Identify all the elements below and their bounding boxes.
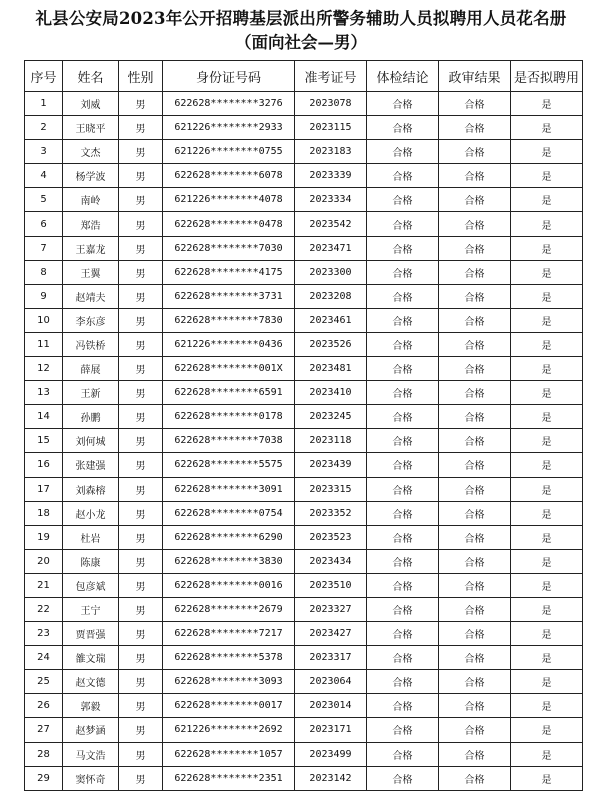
cell-name: 雒文瑞 [63, 646, 119, 670]
cell-hire-status: 是 [511, 381, 583, 405]
cell-seq: 28 [25, 742, 63, 766]
cell-hire-status: 是 [511, 453, 583, 477]
cell-political-result: 合格 [439, 670, 511, 694]
cell-name: 王嘉龙 [63, 236, 119, 260]
cell-exam-number: 2023171 [295, 718, 367, 742]
cell-seq: 21 [25, 573, 63, 597]
cell-id-number: 622628********0016 [163, 573, 295, 597]
cell-political-result: 合格 [439, 140, 511, 164]
cell-id-number: 622628********2679 [163, 597, 295, 621]
cell-hire-status: 是 [511, 308, 583, 332]
cell-seq: 24 [25, 646, 63, 670]
cell-gender: 男 [119, 501, 163, 525]
table-row [25, 622, 583, 646]
cell-political-result: 合格 [439, 453, 511, 477]
cell-seq: 10 [25, 308, 63, 332]
table-row [25, 429, 583, 453]
table-row [25, 670, 583, 694]
cell-medical-result: 合格 [367, 164, 439, 188]
cell-political-result: 合格 [439, 188, 511, 212]
cell-medical-result: 合格 [367, 236, 439, 260]
cell-id-number: 621226********0755 [163, 140, 295, 164]
cell-exam-number: 2023542 [295, 212, 367, 236]
cell-name: 赵文德 [63, 670, 119, 694]
cell-gender: 男 [119, 670, 163, 694]
cell-exam-number: 2023300 [295, 260, 367, 284]
cell-medical-result: 合格 [367, 188, 439, 212]
cell-medical-result: 合格 [367, 260, 439, 284]
cell-name: 王晓平 [63, 116, 119, 140]
cell-gender: 男 [119, 453, 163, 477]
cell-gender: 男 [119, 92, 163, 116]
cell-medical-result: 合格 [367, 477, 439, 501]
cell-political-result: 合格 [439, 429, 511, 453]
cell-exam-number: 2023327 [295, 597, 367, 621]
cell-seq: 5 [25, 188, 63, 212]
cell-id-number: 622628********6290 [163, 525, 295, 549]
cell-gender: 男 [119, 718, 163, 742]
cell-id-number: 622628********3276 [163, 92, 295, 116]
cell-exam-number: 2023339 [295, 164, 367, 188]
cell-exam-number: 2023434 [295, 549, 367, 573]
table-row [25, 718, 583, 742]
cell-gender: 男 [119, 212, 163, 236]
cell-gender: 男 [119, 405, 163, 429]
cell-medical-result: 合格 [367, 694, 439, 718]
table-body [25, 92, 583, 791]
cell-seq: 23 [25, 622, 63, 646]
cell-gender: 男 [119, 308, 163, 332]
table-row [25, 357, 583, 381]
cell-medical-result: 合格 [367, 525, 439, 549]
cell-medical-result: 合格 [367, 357, 439, 381]
header-gender: 性别 [119, 61, 163, 92]
cell-political-result: 合格 [439, 405, 511, 429]
cell-id-number: 622628********5575 [163, 453, 295, 477]
cell-id-number: 621226********0436 [163, 332, 295, 356]
cell-name: 包彦斌 [63, 573, 119, 597]
cell-medical-result: 合格 [367, 670, 439, 694]
cell-hire-status: 是 [511, 164, 583, 188]
cell-political-result: 合格 [439, 501, 511, 525]
cell-name: 文杰 [63, 140, 119, 164]
cell-id-number: 622628********2351 [163, 766, 295, 790]
cell-hire-status: 是 [511, 260, 583, 284]
cell-id-number: 622628********4175 [163, 260, 295, 284]
cell-gender: 男 [119, 260, 163, 284]
cell-id-number: 622628********0754 [163, 501, 295, 525]
table-row [25, 188, 583, 212]
cell-political-result: 合格 [439, 357, 511, 381]
cell-medical-result: 合格 [367, 622, 439, 646]
cell-political-result: 合格 [439, 622, 511, 646]
cell-seq: 15 [25, 429, 63, 453]
cell-political-result: 合格 [439, 766, 511, 790]
cell-exam-number: 2023245 [295, 405, 367, 429]
table-row [25, 92, 583, 116]
cell-exam-number: 2023118 [295, 429, 367, 453]
cell-medical-result: 合格 [367, 501, 439, 525]
cell-exam-number: 2023526 [295, 332, 367, 356]
table-row [25, 260, 583, 284]
cell-name: 李东彦 [63, 308, 119, 332]
cell-gender: 男 [119, 140, 163, 164]
cell-gender: 男 [119, 549, 163, 573]
cell-hire-status: 是 [511, 92, 583, 116]
cell-id-number: 622628********5378 [163, 646, 295, 670]
cell-medical-result: 合格 [367, 92, 439, 116]
cell-exam-number: 2023461 [295, 308, 367, 332]
cell-name: 孙鹏 [63, 405, 119, 429]
cell-id-number: 622628********6591 [163, 381, 295, 405]
cell-seq: 13 [25, 381, 63, 405]
table-row [25, 501, 583, 525]
cell-political-result: 合格 [439, 477, 511, 501]
cell-id-number: 622628********6078 [163, 164, 295, 188]
cell-name: 薛展 [63, 357, 119, 381]
cell-political-result: 合格 [439, 92, 511, 116]
cell-political-result: 合格 [439, 742, 511, 766]
cell-hire-status: 是 [511, 284, 583, 308]
cell-seq: 27 [25, 718, 63, 742]
cell-hire-status: 是 [511, 622, 583, 646]
cell-hire-status: 是 [511, 742, 583, 766]
cell-gender: 男 [119, 477, 163, 501]
cell-hire-status: 是 [511, 212, 583, 236]
cell-medical-result: 合格 [367, 573, 439, 597]
cell-gender: 男 [119, 381, 163, 405]
cell-political-result: 合格 [439, 260, 511, 284]
cell-exam-number: 2023208 [295, 284, 367, 308]
cell-hire-status: 是 [511, 501, 583, 525]
table-row [25, 766, 583, 790]
table-row [25, 284, 583, 308]
cell-seq: 2 [25, 116, 63, 140]
cell-gender: 男 [119, 622, 163, 646]
table-row [25, 646, 583, 670]
document-subtitle: （面向社会—男） [235, 33, 367, 52]
cell-name: 郑浩 [63, 212, 119, 236]
cell-exam-number: 2023014 [295, 694, 367, 718]
cell-name: 赵小龙 [63, 501, 119, 525]
cell-name: 马文浩 [63, 742, 119, 766]
table-row [25, 381, 583, 405]
cell-hire-status: 是 [511, 670, 583, 694]
cell-medical-result: 合格 [367, 766, 439, 790]
table-row [25, 332, 583, 356]
table-header-row [25, 61, 583, 92]
table-row [25, 525, 583, 549]
table-row [25, 164, 583, 188]
cell-exam-number: 2023352 [295, 501, 367, 525]
table-row [25, 236, 583, 260]
cell-seq: 12 [25, 357, 63, 381]
cell-political-result: 合格 [439, 573, 511, 597]
cell-id-number: 622628********3093 [163, 670, 295, 694]
cell-medical-result: 合格 [367, 646, 439, 670]
cell-exam-number: 2023183 [295, 140, 367, 164]
cell-exam-number: 2023410 [295, 381, 367, 405]
table-row [25, 212, 583, 236]
table-row [25, 405, 583, 429]
cell-exam-number: 2023142 [295, 766, 367, 790]
cell-seq: 16 [25, 453, 63, 477]
cell-name: 赵梦涵 [63, 718, 119, 742]
cell-medical-result: 合格 [367, 284, 439, 308]
cell-gender: 男 [119, 429, 163, 453]
table-row [25, 742, 583, 766]
header-seq: 序号 [25, 61, 63, 92]
cell-id-number: 622628********1057 [163, 742, 295, 766]
cell-id-number: 622628********7030 [163, 236, 295, 260]
cell-hire-status: 是 [511, 140, 583, 164]
cell-political-result: 合格 [439, 308, 511, 332]
cell-seq: 29 [25, 766, 63, 790]
cell-political-result: 合格 [439, 597, 511, 621]
table-row [25, 116, 583, 140]
header-medical-result: 体检结论 [367, 61, 439, 92]
cell-name: 张建强 [63, 453, 119, 477]
cell-id-number: 621226********2692 [163, 718, 295, 742]
cell-seq: 3 [25, 140, 63, 164]
cell-hire-status: 是 [511, 477, 583, 501]
cell-seq: 6 [25, 212, 63, 236]
cell-seq: 18 [25, 501, 63, 525]
cell-name: 杜岩 [63, 525, 119, 549]
cell-medical-result: 合格 [367, 332, 439, 356]
cell-exam-number: 2023334 [295, 188, 367, 212]
header-political-result: 政审结果 [439, 61, 511, 92]
cell-hire-status: 是 [511, 405, 583, 429]
cell-medical-result: 合格 [367, 453, 439, 477]
cell-gender: 男 [119, 357, 163, 381]
header-id-number: 身份证号码 [163, 61, 295, 92]
table-row [25, 308, 583, 332]
cell-hire-status: 是 [511, 525, 583, 549]
cell-seq: 17 [25, 477, 63, 501]
cell-gender: 男 [119, 284, 163, 308]
personnel-table [24, 60, 583, 791]
cell-political-result: 合格 [439, 236, 511, 260]
cell-seq: 4 [25, 164, 63, 188]
header-name: 姓名 [63, 61, 119, 92]
table-row [25, 140, 583, 164]
cell-name: 王翼 [63, 260, 119, 284]
cell-seq: 22 [25, 597, 63, 621]
cell-political-result: 合格 [439, 549, 511, 573]
cell-medical-result: 合格 [367, 212, 439, 236]
cell-name: 刘森榕 [63, 477, 119, 501]
cell-political-result: 合格 [439, 164, 511, 188]
cell-gender: 男 [119, 766, 163, 790]
cell-id-number: 622628********3731 [163, 284, 295, 308]
cell-hire-status: 是 [511, 718, 583, 742]
cell-exam-number: 2023439 [295, 453, 367, 477]
cell-id-number: 622628********001X [163, 357, 295, 381]
cell-name: 贾晋强 [63, 622, 119, 646]
cell-exam-number: 2023078 [295, 92, 367, 116]
cell-exam-number: 2023510 [295, 573, 367, 597]
cell-political-result: 合格 [439, 646, 511, 670]
cell-gender: 男 [119, 597, 163, 621]
cell-political-result: 合格 [439, 212, 511, 236]
cell-exam-number: 2023499 [295, 742, 367, 766]
cell-medical-result: 合格 [367, 429, 439, 453]
cell-seq: 26 [25, 694, 63, 718]
cell-name: 郭毅 [63, 694, 119, 718]
cell-exam-number: 2023064 [295, 670, 367, 694]
cell-seq: 19 [25, 525, 63, 549]
cell-gender: 男 [119, 236, 163, 260]
cell-id-number: 621226********4078 [163, 188, 295, 212]
cell-id-number: 622628********3830 [163, 549, 295, 573]
cell-medical-result: 合格 [367, 116, 439, 140]
cell-exam-number: 2023427 [295, 622, 367, 646]
cell-seq: 20 [25, 549, 63, 573]
document-title: 礼县公安局2023年公开招聘基层派出所警务辅助人员拟聘用人员花名册 [35, 9, 567, 28]
cell-id-number: 622628********7830 [163, 308, 295, 332]
table-row [25, 694, 583, 718]
cell-exam-number: 2023115 [295, 116, 367, 140]
cell-hire-status: 是 [511, 766, 583, 790]
cell-exam-number: 2023471 [295, 236, 367, 260]
table-row [25, 453, 583, 477]
cell-gender: 男 [119, 573, 163, 597]
cell-medical-result: 合格 [367, 140, 439, 164]
cell-hire-status: 是 [511, 188, 583, 212]
cell-political-result: 合格 [439, 718, 511, 742]
cell-medical-result: 合格 [367, 308, 439, 332]
cell-hire-status: 是 [511, 573, 583, 597]
cell-medical-result: 合格 [367, 597, 439, 621]
cell-name: 陈康 [63, 549, 119, 573]
cell-id-number: 622628********7217 [163, 622, 295, 646]
cell-id-number: 622628********7038 [163, 429, 295, 453]
cell-gender: 男 [119, 332, 163, 356]
cell-id-number: 622628********0017 [163, 694, 295, 718]
cell-seq: 11 [25, 332, 63, 356]
cell-gender: 男 [119, 164, 163, 188]
cell-gender: 男 [119, 525, 163, 549]
cell-seq: 14 [25, 405, 63, 429]
cell-id-number: 621226********2933 [163, 116, 295, 140]
cell-exam-number: 2023317 [295, 646, 367, 670]
cell-political-result: 合格 [439, 381, 511, 405]
cell-hire-status: 是 [511, 357, 583, 381]
table-row [25, 597, 583, 621]
cell-name: 刘威 [63, 92, 119, 116]
cell-political-result: 合格 [439, 284, 511, 308]
cell-political-result: 合格 [439, 332, 511, 356]
cell-political-result: 合格 [439, 525, 511, 549]
cell-seq: 7 [25, 236, 63, 260]
cell-name: 杨学波 [63, 164, 119, 188]
cell-medical-result: 合格 [367, 381, 439, 405]
cell-hire-status: 是 [511, 646, 583, 670]
header-exam-number: 准考证号 [295, 61, 367, 92]
table-row [25, 477, 583, 501]
cell-name: 王新 [63, 381, 119, 405]
cell-name: 冯铁桥 [63, 332, 119, 356]
cell-id-number: 622628********0178 [163, 405, 295, 429]
cell-hire-status: 是 [511, 694, 583, 718]
cell-id-number: 622628********3091 [163, 477, 295, 501]
cell-seq: 9 [25, 284, 63, 308]
table-row [25, 573, 583, 597]
cell-name: 赵靖夫 [63, 284, 119, 308]
header-hire-status: 是否拟聘用 [511, 61, 583, 92]
cell-gender: 男 [119, 116, 163, 140]
cell-hire-status: 是 [511, 116, 583, 140]
cell-medical-result: 合格 [367, 742, 439, 766]
cell-seq: 25 [25, 670, 63, 694]
cell-medical-result: 合格 [367, 718, 439, 742]
cell-name: 王宁 [63, 597, 119, 621]
cell-id-number: 622628********0478 [163, 212, 295, 236]
cell-name: 南岭 [63, 188, 119, 212]
cell-political-result: 合格 [439, 694, 511, 718]
cell-name: 刘何城 [63, 429, 119, 453]
cell-exam-number: 2023523 [295, 525, 367, 549]
cell-medical-result: 合格 [367, 549, 439, 573]
table-row [25, 549, 583, 573]
cell-exam-number: 2023315 [295, 477, 367, 501]
cell-seq: 1 [25, 92, 63, 116]
cell-political-result: 合格 [439, 116, 511, 140]
cell-gender: 男 [119, 188, 163, 212]
cell-hire-status: 是 [511, 597, 583, 621]
cell-gender: 男 [119, 742, 163, 766]
cell-name: 窦怀奇 [63, 766, 119, 790]
cell-hire-status: 是 [511, 429, 583, 453]
cell-seq: 8 [25, 260, 63, 284]
cell-medical-result: 合格 [367, 405, 439, 429]
cell-hire-status: 是 [511, 549, 583, 573]
cell-hire-status: 是 [511, 332, 583, 356]
cell-gender: 男 [119, 646, 163, 670]
cell-gender: 男 [119, 694, 163, 718]
cell-hire-status: 是 [511, 236, 583, 260]
cell-exam-number: 2023481 [295, 357, 367, 381]
